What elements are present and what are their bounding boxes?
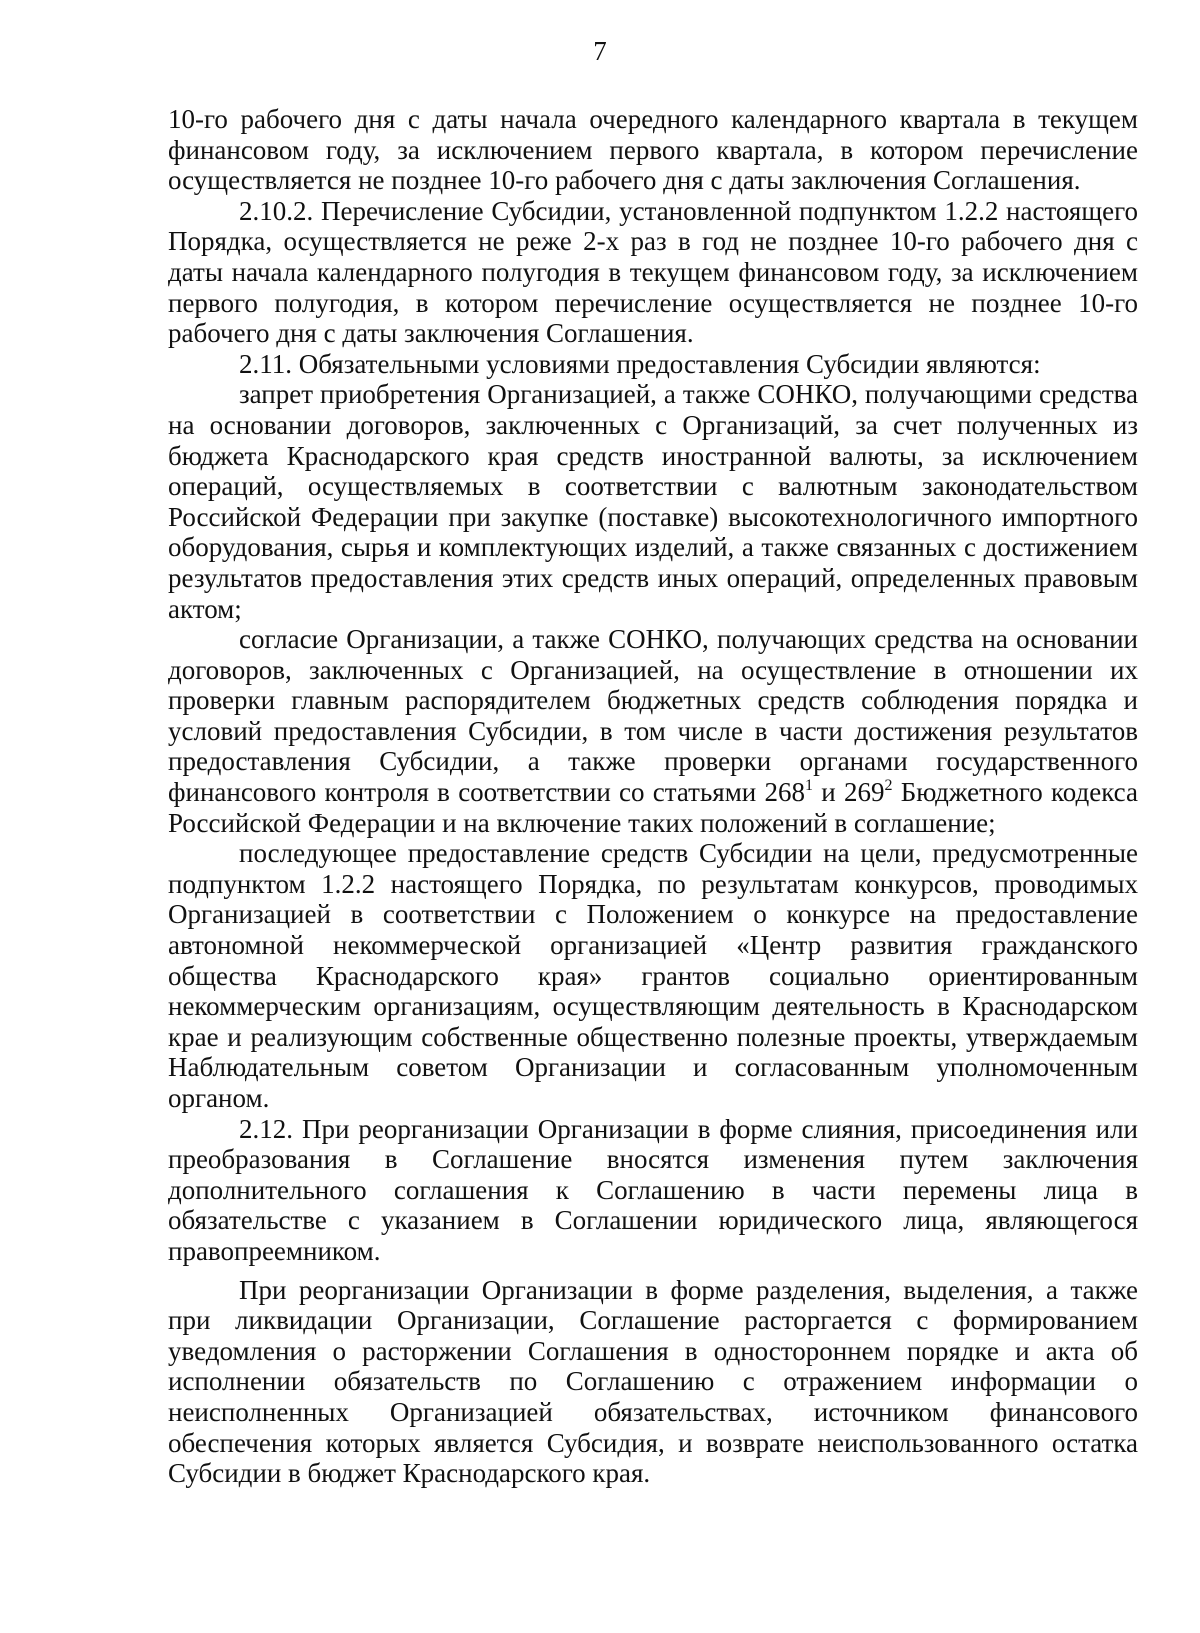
paragraph-2-12: 2.12. При реорганизации Организации в форме слияния, присоединения или преобразования в Соглашение вносятся изменения путем заключения дополнительного соглашения к Соглашению в части перемены лица в обязательстве с указанием в Соглашении юридического лица, являющегося правопреемником. — [168, 1113, 1138, 1266]
superscript-1: 1 — [805, 777, 814, 795]
paragraph-2-10-2: 2.10.2. Перечисление Субсидии, установленной подпунктом 1.2.2 настоящего Порядка, осуществляется не реже 2-х раз в год не позднее 10-го рабочего дня с даты начала календарного полугодия в текущем финансовом году, за исключением первого полугодия, в котором перечисление осуществляется не позднее 10-го рабочего дня с даты заключения Соглашения. — [168, 195, 1138, 349]
document-body — [168, 104, 1138, 1489]
paragraph-continuation: 10-го рабочего дня с даты начала очередного календарного квартала в текущем финансовом году, за исключением первого квартала, в котором перечисление осуществляется не позднее 10-го рабочего дня с даты заключения Соглашения. — [168, 104, 1138, 196]
paragraph-currency-ban: запрет приобретения Организацией, а также СОНКО, получающими средства на основании договоров, заключенных с Организаций, за счет полученных из бюджета Краснодарского края средств иностранной валюты, за исключением операций, осуществляемых в соответствии с валютным законодательством Российской Федерации при закупке (поставке) высокотехнологичного импортного оборудования, сырья и комплектующих изделий, а также связанных с достижением результатов предоставления этих средств иных операций, определенных правовым актом; — [168, 379, 1138, 624]
superscript-2: 2 — [884, 777, 893, 795]
consent-text-before: согласие Организации, а также СОНКО, получающих средства на основании договоров, заключенных с Организацией, на осуществление в отношении их проверки главным распорядителем бюджетных средств соблюдения порядка и условий предоставления Субсидии, в том числе в части достижения результатов предоставления Субсидии, а также проверки органами государственного финансового контроля в соответствии со статьями 268 — [168, 624, 1138, 808]
paragraph-liquidation: При реорганизации Организации в форме разделения, выделения, а также при ликвидации Организации, Соглашение расторгается с формированием уведомления о расторжении Соглашения в одностороннем порядке и акта об исполнении обязательств по Соглашению с отражением информации о неисполненных Организацией обязательствах, источником финансового обеспечения которых является Субсидия, и возврате неиспользованного остатка Субсидии в бюджет Краснодарского края. — [168, 1274, 1138, 1489]
page-number: 7 — [593, 36, 607, 66]
consent-text-middle: и 269 — [813, 777, 885, 808]
paragraph-consent — [168, 624, 1138, 838]
paragraph-2-11: 2.11. Обязательными условиями предоставления Субсидии являются: — [239, 348, 1041, 379]
consent-text-after: Бюджетного кодекса Российской Федерации и на включение таких положений в соглашение; — [168, 777, 1138, 838]
paragraph-grants: последующее предоставление средств Субсидии на цели, предусмотренные подпунктом 1.2.2 настоящего Порядка, по результатам конкурсов, проводимых Организацией в соответствии с Положением о конкурсе на предоставление автономной некоммерческой организацией «Центр развития гражданского общества Краснодарского края» грантов социально ориентированным некоммерческим организациям, осуществляющим деятельность в Краснодарском крае и реализующим собственные общественно полезные проекты, утверждаемым Наблюдательным советом Организации и согласованным уполномоченным органом. — [168, 838, 1138, 1113]
